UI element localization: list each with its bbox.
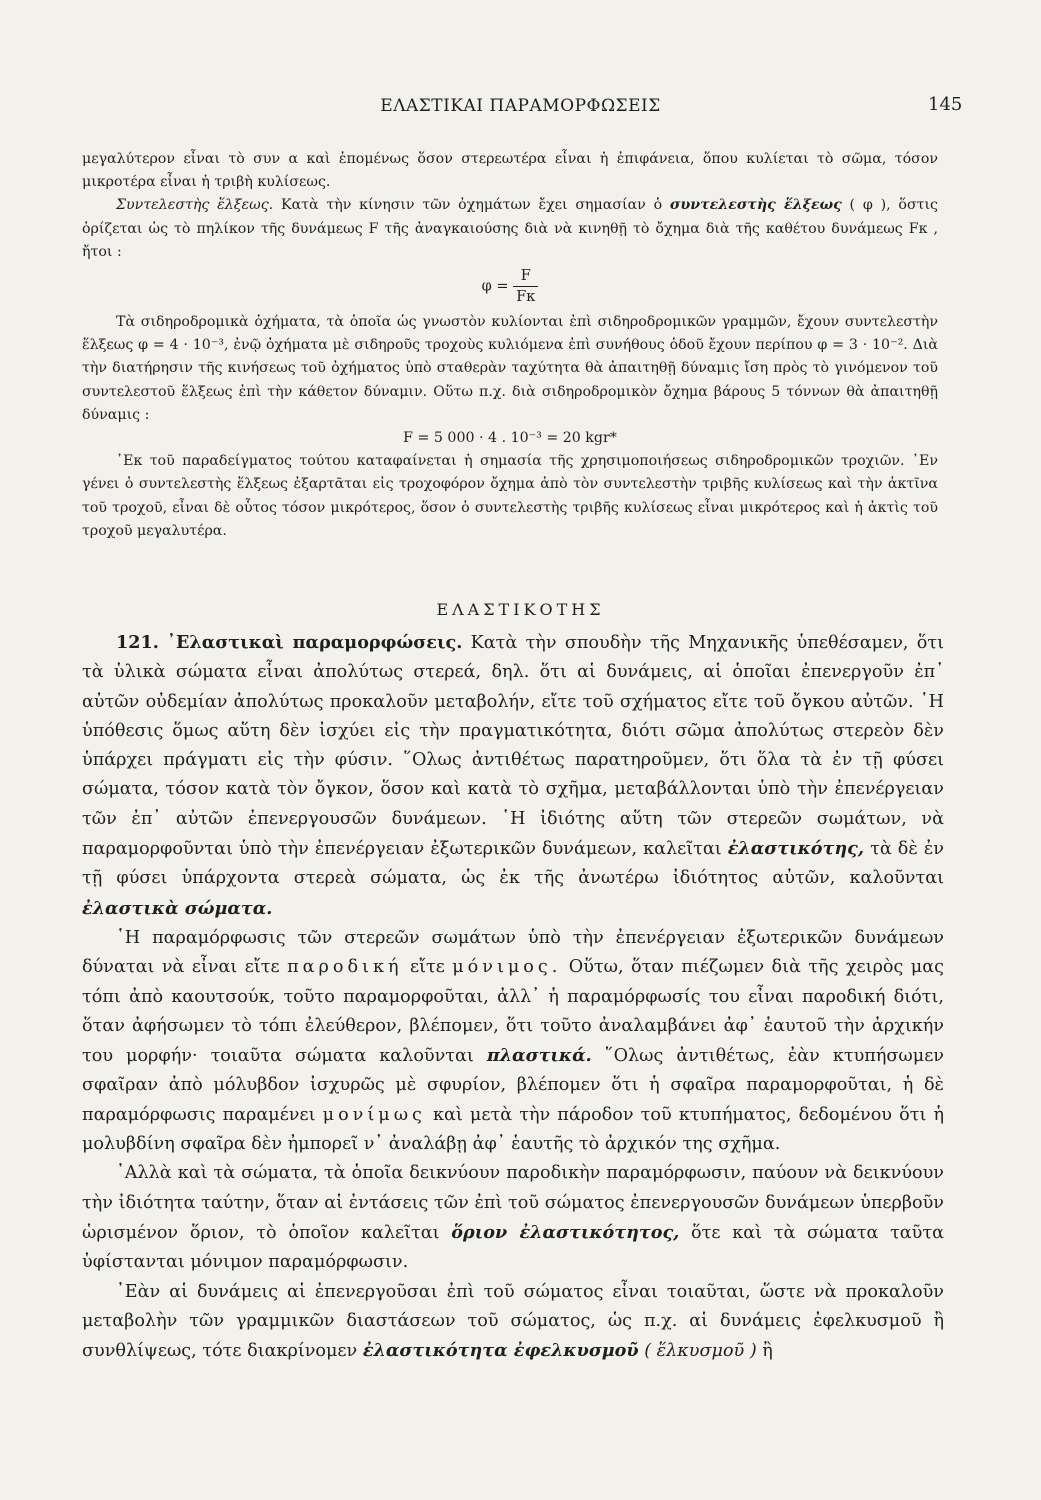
spaced-term-permanently: μονίμως: [322, 1104, 426, 1125]
section-paragraph-1: [82, 628, 944, 924]
term-elastic-limit: ὅριον ἐλαστικότητος,: [451, 1221, 680, 1243]
section-paragraph-2: [82, 924, 944, 1159]
traction-coefficient-label: Συντελεστὴς ἕλξεως.: [116, 197, 274, 214]
formula-denominator: Fκ: [516, 289, 536, 306]
running-header: ΕΛΑΣΤΙΚΑΙ ΠΑΡΑΜΟΡΦΩΣΕΙΣ: [380, 96, 661, 116]
intro-text: Κατὰ τὴν κίνησιν τῶν ὀχημάτων ἔχει σημασίαν ὁ: [273, 197, 670, 214]
section-heading: ΕΛΑΣΤΙΚΟΤΗΣ: [436, 600, 605, 619]
body-text: ᾿Αλλὰ καὶ τὰ σώματα, τὰ ὁποῖα δεικνύουν παροδικὴν παραμόρφωσιν, παύουν νὰ δεικνύουν τὴν ἰδιότητα ταύτην, ὅταν αἱ ἐντάσεις τῶν ἐπὶ τοῦ σώματος ἐπενεργουσῶν δυνάμεων ὑπερβοῦν ὡρισμένον ὅριον, τὸ ὁποῖον καλεῖται: [82, 1163, 944, 1243]
formula-numerator: F: [513, 266, 538, 287]
traction-formula: [82, 266, 938, 307]
body-text: ὅτε καὶ τὰ σώματα ταῦτα ὑφίστανται μόνιμον παραμόρφωσιν.: [82, 1222, 944, 1273]
intro-block: [82, 148, 938, 543]
section-number: 121.: [116, 632, 159, 653]
body-text: ᾿Εὰν αἱ δυνάμεις αἱ ἐπενεργοῦσαι ἐπὶ τοῦ σώματος εἶναι τοιαῦται, ὥστε νὰ προκαλοῦν μεταβολὴν τῶν γραμμικῶν διαστάσεων τοῦ σώματος, ὡς π.χ. αἱ δυνάμεις ἐφελκυσμοῦ ἢ συνθλίψεως, τότε διακρίνομεν: [82, 1281, 944, 1362]
force-equation: F = 5 000 · 4 . 10⁻³ = 20 kgr*: [403, 430, 617, 447]
body-text: τὰ δὲ ἐν τῇ φύσει ὑπάρχοντα στερεὰ σώματα, ὡς ἐκ τῆς ἀνωτέρω ἰδιότητος αὐτῶν, καλοῦνται: [82, 839, 944, 889]
body-text: ἢ: [756, 1341, 773, 1362]
term-plastic: πλαστικά.: [486, 1045, 592, 1067]
formula-fraction: [513, 266, 538, 307]
formula-lhs: φ =: [481, 278, 509, 295]
term-tensile-elasticity: ἐλαστικότητα ἐφελκυσμοῦ: [362, 1340, 639, 1362]
body-text: ῞Ολως ἀντιθέτως, ἐὰν κτυπήσωμεν σφαῖραν ἀπὸ μόλυβδον ἰσχυρῶς μὲ σφυρίον, βλέπομεν ὅτι ἡ σφαῖρα παραμορφοῦται, ἡ δὲ παραμόρφωσις παραμένει: [82, 1046, 944, 1125]
term-elasticity: ἐλαστικότης,: [727, 838, 865, 860]
page-number: 145: [928, 94, 963, 115]
section-paragraph-3: [82, 1159, 944, 1277]
body-text: καὶ μετὰ τὴν πάροδον τοῦ κτυπήματος, δεδομένου ὅτι ἡ μολυβδίνη σφαῖρα δὲν ἠμπορεῖ ν᾿ ἀναλάβῃ ἀφ᾿ ἑαυτῆς τὸ ἀρχικόν της σχῆμα.: [82, 1104, 945, 1155]
body-text: Οὕτω, ὅταν πιέζωμεν διὰ τῆς χειρὸς μας τόπι ἀπὸ καουτσούκ, τοῦτο παραμορφοῦται, ἀλλ᾿ ἡ παραμόρφωσίς του εἶναι παροδική διότι, ὅταν ἀφήσωμεν τὸ τόπι ἐλεύθερον, βλέπομεν, ὅτι τοῦτο ἀναλαμβάνει ἀφ᾿ ἑαυτοῦ τὴν ἀρχικήν του μορφήν· τοιαῦτα σώματα καλοῦνται: [82, 957, 944, 1067]
section-paragraph-4: [82, 1278, 944, 1367]
term-tensile-paren: ( ἕλκυσμοῦ ): [638, 1341, 757, 1362]
intro-paragraph-3: Τὰ σιδηροδρομικὰ ὀχήματα, τὰ ὁποῖα ὡς γνωστὸν κυλίονται ἐπὶ σιδηροδρομικῶν γραμμῶν, ἔχουν συντελεστὴν ἕλξεως φ = 4 · 10⁻³, ἐνῷ ὀχήματα μὲ σιδηροῦς τροχοὺς κυλιόμενα ἐπὶ συνήθους ὁδοῦ ἔχουν περίπου φ = 3 · 10⁻². Διὰ τὴν διατήρησιν τῆς κινήσεως τοῦ ὀχήματος ὑπὸ σταθερὰν ταχύτητα θὰ ἀπαιτηθῇ δύναμις ἴση πρὸς τὸ γινόμενον τοῦ συντελεστοῦ ἕλξεως ἐπὶ τὴν κάθετον δύναμιν. Οὕτω π.χ. διὰ σιδηροδρομικὸν ὄχημα βάρους 5 τόννων θὰ ἀπαιτηθῇ δύναμις :: [82, 314, 938, 423]
term-elastic-bodies: ἐλαστικὰ σώματα.: [82, 897, 273, 919]
intro-text: ( φ ), ὅστις ὁρίζεται ὡς τὸ πηλίκον τῆς δυνάμεως F τῆς ἀναγκαιούσης διὰ νὰ κινηθῇ τὸ ὄχημα διὰ τῆς καθέτου δυνάμεως Fκ , ἤτοι :: [82, 197, 938, 260]
body-text: Κατὰ τὴν σπουδὴν τῆς Μηχανικῆς ὑπεθέσαμεν, ὅτι τὰ ὑλικὰ σώματα εἶναι ἀπολύτως στερεά, δηλ. ὅτι αἱ δυνάμεις, αἱ ὁποῖαι ἐπενεργοῦν ἐπ᾿ αὐτῶν οὐδεμίαν ἀπολύτως προκαλοῦν μεταβολήν, εἴτε τοῦ σχήματος εἴτε τοῦ ὄγκου αὐτῶν. ῾Η ὑπόθεσις ὅμως αὕτη δὲν ἰσχύει εἰς τὴν πραγματικότητα, διότι σῶμα ἀπολύτως στερεὸν δὲν ὑπάρχει πράγματι εἰς τὴν φύσιν. ῞Ολως ἀντιθέτως παρατηροῦμεν, ὅτι ὅλα τὰ ἐν τῇ φύσει σώματα, τόσον κατὰ τὸν ὄγκον, ὅσον καὶ κατὰ τὸ σχῆμα, μεταβάλλονται ὑπὸ τὴν ἐπενέργειαν τῶν ἐπ᾿ αὐτῶν ἐπενεργουσῶν δυνάμεων. ῾Η ἰδιότης αὕτη τῶν στερεῶν σωμάτων, νὰ παραμορφοῦνται ὑπὸ τὴν ἐπενέργειαν ἐξωτερικῶν δυνάμεων, καλεῖται: [82, 633, 945, 860]
intro-paragraph-1: μεγαλύτερον εἶναι τὸ συν α καὶ ἑπομένως ὅσον στερεωτέρα εἶναι ἡ ἐπιφάνεια, ὅπου κυλίεται τὸ σῶμα, τόσον μικροτέρα εἶναι ἡ τριβὴ κυλίσεως.: [82, 151, 938, 191]
intro-paragraph-2: [82, 194, 938, 264]
section-title: ᾿Ελαστικαὶ παραμορφώσεις.: [167, 632, 463, 653]
body-text: ῾Η παραμόρφωσις τῶν στερεῶν σωμάτων ὑπὸ τὴν ἐπενέργειαν ἐξωτερικῶν δυνάμεων δύναται νὰ εἶναι εἴτε: [82, 927, 944, 978]
body-text: εἴτε: [402, 957, 453, 978]
spaced-term-transient: παροδική: [287, 957, 403, 978]
traction-coefficient-term: συντελεστὴς ἕλξεως: [669, 197, 842, 214]
spaced-term-permanent: μόνιμος.: [452, 957, 562, 978]
section-121: [82, 628, 944, 1366]
intro-paragraph-4: ᾿Εκ τοῦ παραδείγματος τούτου καταφαίνεται ἡ σημασία τῆς χρησιμοποιήσεως σιδηροδρομικῶν τροχιῶν. ᾿Εν γένει ὁ συντελεστὴς ἕλξεως ἐξαρτᾶται εἰς τροχοφόρον ὄχημα ἀπὸ τὸν συντελεστὴν τριβῆς κυλίσεως καὶ τὴν ἀκτῖνα τοῦ τροχοῦ, εἶναι δὲ οὗτος τόσον μικρότερος, ὅσον ὁ συντελεστὴς τριβῆς κυλίσεως εἶναι μικρότερος καὶ ἡ ἀκτὶς τοῦ τροχοῦ μεγαλυτέρα.: [82, 453, 938, 539]
